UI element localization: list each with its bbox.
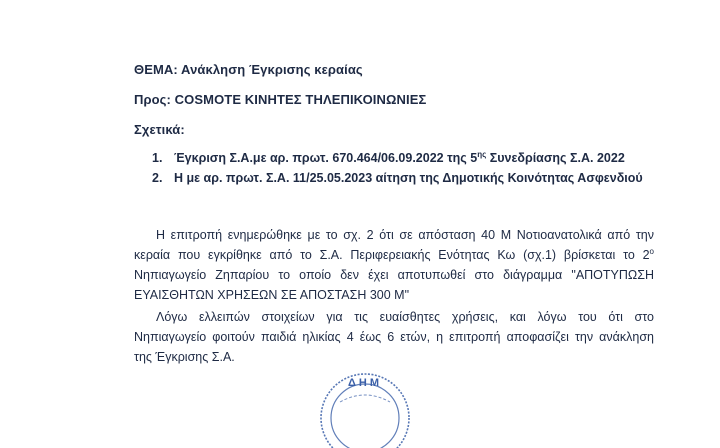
paragraph-line: Νηπιαγωγείο φοιτούν παιδιά ηλικίας 4 έως 6 ετών, η επιτροπή αποφασίζει την ανάκληση xyxy=(134,330,654,344)
paragraph-line: Η επιτροπή ενημερώθηκε με το σχ. 2 ότι σε απόσταση 40 Μ Νοτιοανατολικά από την xyxy=(156,228,654,242)
reference-text-end: Συνεδρίασης Σ.Α. 2022 xyxy=(486,151,625,165)
paragraph-line: της Έγκρισης Σ.Α. xyxy=(134,350,235,364)
paragraph-line: Λόγω ελλειπών στοιχείων για τις ευαίσθητες χρήσεις, και λόγω του ότι στο xyxy=(156,310,654,324)
paragraph-decision xyxy=(134,307,654,367)
related-label: Σχετικά: xyxy=(134,122,185,137)
reference-text: Η με αρ. πρωτ. Σ.Α. 11/25.05.2023 αίτηση της Δημοτικής Κοινότητας Ασφενδιού xyxy=(174,171,643,185)
recipient-line: Προς: COSMOTE ΚΙΝΗΤΕΣ ΤΗΛΕΠΙΚΟΙΝΩΝΙΕΣ xyxy=(134,92,427,107)
seal-text: ΔΗΜ xyxy=(348,377,383,389)
subject-line: ΘΕΜΑ: Ανάκληση Έγκρισης κεραίας xyxy=(134,62,363,77)
paragraph-line-text: κεραία που εγκρίθηκε από το Σ.Α. Περιφερειακής Ενότητας Κω (σχ.1) βρίσκεται το 2 xyxy=(134,248,650,262)
paragraph-line xyxy=(134,245,654,265)
paragraph-line: Νηπιαγωγείο Ζηπαρίου το οποίο δεν έχει αποτυπωθεί στο διάγραμμα "ΑΠΟΤΥΠΩΣΗ xyxy=(134,268,654,282)
paragraph-notification xyxy=(134,225,654,305)
reference-number: 2. xyxy=(152,171,163,185)
ordinal-superscript: ο xyxy=(649,246,654,256)
reference-number: 1. xyxy=(152,151,163,165)
reference-text: Έγκριση Σ.Α.με αρ. πρωτ. 670.464/06.09.2022 της 5 xyxy=(174,151,478,165)
reference-item xyxy=(152,171,643,191)
reference-ordinal: ης xyxy=(477,149,487,159)
official-seal-stamp xyxy=(300,368,430,448)
reference-item xyxy=(152,151,643,171)
paragraph-line: ΕΥΑΙΣΘΗΤΩΝ ΧΡΗΣΕΩΝ ΣΕ ΑΠΟΣΤΑΣΗ 300 Μ" xyxy=(134,288,410,302)
reference-list xyxy=(152,151,643,191)
